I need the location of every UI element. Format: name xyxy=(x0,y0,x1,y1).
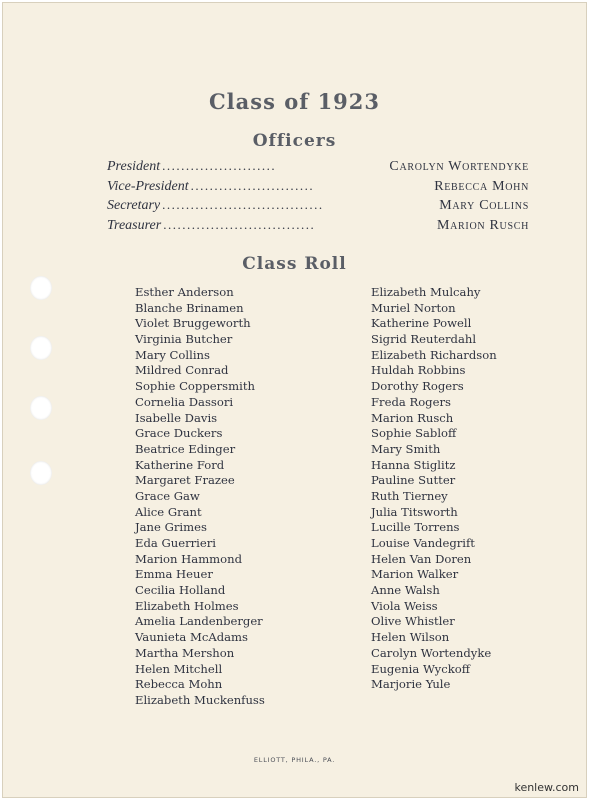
roll-name: Muriel Norton xyxy=(371,300,456,315)
binder-hole xyxy=(30,276,52,300)
officer-name: Marion Rusch xyxy=(436,217,529,233)
roll-name: Mary Collins xyxy=(135,347,210,362)
officer-role: Secretary xyxy=(107,198,161,214)
roll-name: Elizabeth Mulcahy xyxy=(371,285,481,299)
roll-name: Elizabeth Holmes xyxy=(135,598,239,613)
roll-name: Grace Duckers xyxy=(135,426,223,441)
watermark: kenlew.com xyxy=(514,781,579,794)
roll-name: Marjorie Yule xyxy=(371,677,451,692)
roll-name: Hanna Stiglitz xyxy=(371,457,456,472)
class-roll-right-column xyxy=(371,285,497,693)
roll-name: Jane Grimes xyxy=(135,520,207,535)
roll-name: Vaunieta McAdams xyxy=(135,630,248,645)
program-page xyxy=(2,2,587,798)
officer-role: Vice-President xyxy=(107,178,189,194)
roll-name: Carolyn Wortendyke xyxy=(371,645,492,660)
roll-name: Viola Weiss xyxy=(371,598,438,613)
roll-name: Virginia Butcher xyxy=(135,332,233,347)
binder-hole xyxy=(30,336,52,360)
roll-name: Ruth Tierney xyxy=(371,488,448,503)
binder-hole xyxy=(30,461,52,485)
roll-name: Helen Van Doren xyxy=(371,551,472,566)
leader-dots: ................................ xyxy=(163,216,316,232)
roll-name: Rebecca Mohn xyxy=(135,677,223,692)
roll-name: Emma Heuer xyxy=(135,567,213,582)
roll-name: Isabelle Davis xyxy=(135,410,218,425)
roll-name: Eugenia Wyckoff xyxy=(371,661,470,676)
leader-dots: .......................... xyxy=(190,177,315,193)
officer-row-treasurer xyxy=(107,217,529,237)
roll-name: Eda Guerrieri xyxy=(135,536,216,550)
roll-name: Esther Anderson xyxy=(135,285,234,299)
roll-name: Helen Wilson xyxy=(371,630,450,645)
roll-name: Mildred Conrad xyxy=(135,363,229,378)
roll-name: Freda Rogers xyxy=(371,394,451,409)
roll-name: Lucille Torrens xyxy=(371,520,460,535)
roll-name: Marion Hammond xyxy=(135,551,243,566)
roll-name: Martha Mershon xyxy=(135,645,235,660)
roll-name: Mary Smith xyxy=(371,441,441,456)
officer-role: President xyxy=(107,159,161,174)
officer-row-vice-president xyxy=(107,178,529,198)
printer-imprint: ELLIOTT, PHILA., PA. xyxy=(253,756,336,764)
officer-role: Treasurer xyxy=(107,217,162,233)
roll-name: Pauline Sutter xyxy=(371,473,456,488)
class-roll-left-column xyxy=(135,285,265,709)
roll-name: Katherine Ford xyxy=(135,457,225,472)
roll-name: Marion Walker xyxy=(371,567,459,582)
roll-name: Louise Vandegrift xyxy=(371,536,475,550)
roll-name: Violet Bruggeworth xyxy=(135,316,251,331)
roll-name: Grace Gaw xyxy=(135,488,200,503)
roll-name: Beatrice Edinger xyxy=(135,441,236,456)
leader-dots: .................................. xyxy=(162,197,324,213)
roll-name: Cecilia Holland xyxy=(135,583,226,598)
leader-dots: ........................ xyxy=(162,158,277,173)
roll-name: Julia Titsworth xyxy=(371,504,458,519)
roll-name: Sigrid Reuterdahl xyxy=(371,332,477,347)
roll-name: Huldah Robbins xyxy=(371,363,466,378)
binder-hole xyxy=(30,396,52,420)
roll-name: Sophie Sabloff xyxy=(371,426,457,441)
roll-name: Dorothy Rogers xyxy=(371,379,464,394)
officer-row-secretary xyxy=(107,197,529,217)
roll-name: Katherine Powell xyxy=(371,316,472,331)
roll-name: Helen Mitchell xyxy=(135,661,223,676)
officer-name: Rebecca Mohn xyxy=(434,178,529,194)
class-roll-heading: Class Roll xyxy=(242,254,347,274)
roll-name: Elizabeth Muckenfuss xyxy=(135,692,265,707)
roll-name: Anne Walsh xyxy=(371,583,440,598)
officer-row-president xyxy=(107,158,529,178)
roll-name: Blanche Brinamen xyxy=(135,300,244,315)
roll-name: Margaret Frazee xyxy=(135,473,235,488)
officer-name: Mary Collins xyxy=(439,198,529,214)
officer-name: Carolyn Wortendyke xyxy=(389,159,529,174)
roll-name: Alice Grant xyxy=(135,504,202,519)
roll-name: Olive Whistler xyxy=(371,614,455,629)
roll-name: Amelia Landenberger xyxy=(135,614,263,629)
roll-name: Marion Rusch xyxy=(371,410,454,425)
officers-list xyxy=(107,158,529,236)
roll-name: Elizabeth Richardson xyxy=(371,347,497,362)
roll-name: Cornelia Dassori xyxy=(135,394,234,409)
page-title: Class of 1923 xyxy=(208,89,381,114)
officers-heading: Officers xyxy=(252,131,337,151)
roll-name: Sophie Coppersmith xyxy=(135,379,255,394)
